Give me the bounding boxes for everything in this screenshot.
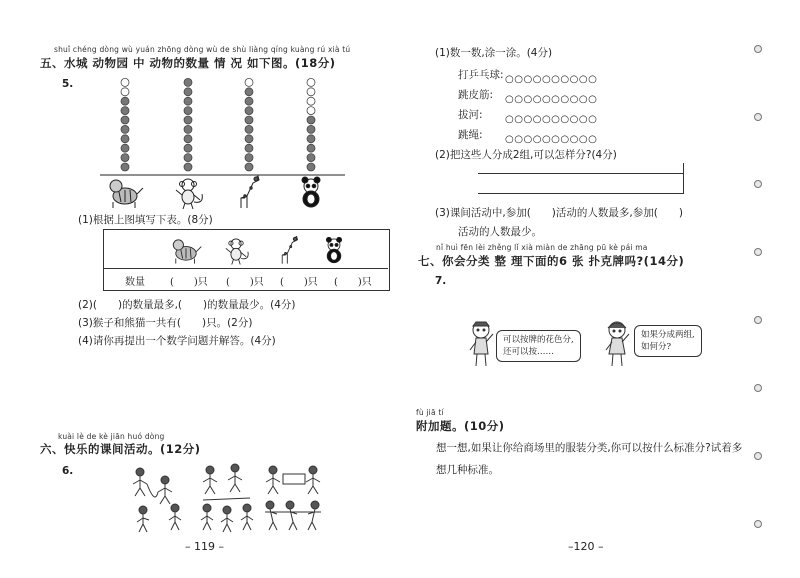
- tally-circle[interactable]: ○: [514, 114, 524, 125]
- q5-3-text: (3)猴子和熊猫一共有( )只。(2分): [78, 317, 253, 329]
- binding-hole: [754, 384, 762, 392]
- section6-pinyin: kuài lè de kè jiān huó dòng: [58, 432, 165, 441]
- pictograph-filled-circle: [121, 107, 129, 115]
- activity-label-jump-rope: 跳绳:: [458, 129, 483, 141]
- playground-activities-illustration: [125, 460, 325, 535]
- tally-circle[interactable]: ○: [578, 114, 589, 125]
- pictograph-filled-circle: [184, 125, 192, 133]
- bubble-right-line1: 如果分成两组,: [641, 330, 695, 340]
- q-most-least-line1: (3)课间活动中,参加( )活动的人数最多,参加( ): [435, 207, 683, 219]
- bubble-right-line2: 如何分?: [641, 342, 672, 352]
- bubble-left-line1: 可以按牌的花色分,: [503, 335, 574, 345]
- tally-circle[interactable]: ○: [560, 114, 570, 125]
- pictograph-filled-circle: [245, 135, 253, 143]
- pictograph-filled-circle: [121, 135, 129, 143]
- tiger-icon: [173, 240, 201, 264]
- tally-circle[interactable]: ○: [514, 134, 524, 145]
- tally-circle[interactable]: ○: [588, 114, 598, 125]
- q-most-least-line2: 活动的人数最少。: [458, 226, 542, 238]
- section5-pinyin: shuǐ chéng dòng wù yuán zhōng dòng wù de shù liàng qíng kuàng rú xià tú: [54, 45, 351, 54]
- pictograph-filled-circle: [245, 88, 253, 96]
- section6-title: 六、快乐的课间活动。(12分): [40, 442, 201, 456]
- tally-circle[interactable]: ○: [523, 94, 533, 105]
- tally-circle[interactable]: ○: [541, 74, 552, 85]
- q-count-text: (1)数一数,涂一涂。(4分): [435, 47, 553, 59]
- pictograph-filled-circle: [121, 144, 129, 152]
- tally-circle[interactable]: ○: [578, 134, 589, 145]
- binding-hole: [754, 316, 762, 324]
- tally-circle[interactable]: ○: [578, 74, 589, 85]
- tally-circle[interactable]: ○: [532, 114, 542, 125]
- monkey-icon: [226, 239, 248, 265]
- pictograph-filled-circle: [184, 135, 192, 143]
- bonus-text-line1: 想一想,如果让你给商场里的服装分类,你可以按什么标准分?试着多: [436, 442, 743, 454]
- tally-circle[interactable]: ○: [588, 134, 598, 145]
- pictograph-filled-circle: [121, 125, 129, 133]
- pictograph-empty-circle: [121, 78, 129, 86]
- giraffe-icon: [282, 236, 297, 263]
- tally-circle[interactable]: ○: [505, 114, 515, 125]
- animal-pictograph: [100, 72, 360, 212]
- tally-circle[interactable]: ○: [514, 74, 524, 85]
- binding-hole: [754, 180, 762, 188]
- pictograph-filled-circle: [184, 97, 192, 105]
- speech-bubble-left: [496, 330, 581, 362]
- tally-circle[interactable]: ○: [523, 134, 533, 145]
- tally-circle[interactable]: ○: [505, 134, 515, 145]
- pictograph-empty-circle: [245, 78, 253, 86]
- pictograph-filled-circle: [307, 154, 315, 162]
- tally-circle[interactable]: ○: [523, 74, 533, 85]
- pictograph-filled-circle: [121, 163, 129, 171]
- tally-circle[interactable]: ○: [560, 74, 570, 85]
- pictograph-filled-circle: [121, 97, 129, 105]
- question6-number: 6.: [62, 465, 74, 477]
- bonus-title: 附加题。(10分): [416, 419, 505, 433]
- pictograph-filled-circle: [245, 144, 253, 152]
- question7-number: 7.: [435, 275, 447, 287]
- boy-thinking-illustration: [466, 320, 496, 368]
- tiger-icon: [110, 180, 143, 208]
- activity-label-pingpong: 打乒乓球:: [458, 69, 504, 81]
- binding-hole: [754, 248, 762, 256]
- pictograph-filled-circle: [184, 78, 192, 86]
- pictograph-filled-circle: [184, 144, 192, 152]
- activity-label-rubber-band: 跳皮筋:: [458, 89, 494, 101]
- q-group-text: (2)把这些人分成2组,可以怎样分?(4分): [435, 149, 617, 161]
- pictograph-empty-circle: [307, 97, 315, 105]
- tally-circle[interactable]: ○: [532, 134, 542, 145]
- tally-circle[interactable]: ○: [569, 114, 579, 125]
- pictograph-filled-circle: [307, 116, 315, 124]
- pictograph-filled-circle: [184, 88, 192, 96]
- q5-1-text: (1)根据上图填写下表。(8分): [78, 214, 213, 226]
- activity-label-tug-of-war: 拔河:: [458, 109, 483, 121]
- pictograph-filled-circle: [307, 125, 315, 133]
- pictograph-filled-circle: [307, 135, 315, 143]
- pictograph-empty-circle: [307, 78, 315, 86]
- tally-circle[interactable]: ○: [551, 134, 561, 145]
- tally-circle[interactable]: ○: [551, 94, 561, 105]
- group-answer-line-1[interactable]: [478, 173, 683, 174]
- tally-circle[interactable]: ○: [505, 74, 515, 85]
- tally-circle[interactable]: ○: [505, 94, 515, 105]
- binding-hole: [754, 452, 762, 460]
- section7-title: 七、你会分类 整 理下面的6 张 扑克牌吗?(14分): [418, 254, 685, 268]
- tally-circle[interactable]: ○: [541, 94, 552, 105]
- speech-bubble-right: [634, 325, 702, 357]
- tally-circle[interactable]: ○: [551, 74, 561, 85]
- panda-icon: [302, 177, 320, 207]
- section5-title: 五、水城 动物园 中 动物的数量 情 况 如下图。(18分): [40, 56, 336, 70]
- pictograph-filled-circle: [245, 154, 253, 162]
- tally-circle[interactable]: ○: [569, 94, 579, 105]
- question5-number: 5.: [62, 78, 74, 90]
- pictograph-filled-circle: [245, 125, 253, 133]
- table-blank-monkey[interactable]: ( )只: [226, 277, 264, 288]
- giraffe-icon: [241, 176, 259, 208]
- tally-circle[interactable]: ○: [560, 94, 570, 105]
- right-page-number: –120 –: [568, 540, 604, 553]
- table-blank-giraffe[interactable]: ( )只: [280, 277, 318, 288]
- pictograph-filled-circle: [184, 154, 192, 162]
- tally-circle[interactable]: ○: [532, 74, 542, 85]
- tally-circle[interactable]: ○: [541, 134, 552, 145]
- tally-circle[interactable]: ○: [569, 74, 579, 85]
- bubble-left-line2: 还可以按……: [503, 347, 555, 357]
- pictograph-filled-circle: [121, 154, 129, 162]
- circles-tug-of-war[interactable]: [505, 107, 597, 126]
- circles-rubber-band[interactable]: [505, 87, 597, 106]
- binding-hole: [754, 113, 762, 121]
- table-animal-icons: [105, 230, 385, 268]
- bonus-pinyin: fù jiā tí: [416, 408, 444, 417]
- pictograph-empty-circle: [307, 88, 315, 96]
- binding-hole: [754, 520, 762, 528]
- tally-circle[interactable]: ○: [578, 94, 589, 105]
- group-answer-line-2[interactable]: [478, 193, 683, 194]
- tally-circle[interactable]: ○: [588, 74, 598, 85]
- pictograph-filled-circle: [245, 116, 253, 124]
- circles-pingpong[interactable]: [505, 67, 597, 86]
- tally-circle[interactable]: ○: [541, 114, 552, 125]
- pictograph-filled-circle: [245, 107, 253, 115]
- circles-jump-rope[interactable]: [505, 127, 597, 146]
- tally-circle[interactable]: ○: [532, 94, 542, 105]
- left-page-number: – 119 –: [185, 540, 224, 553]
- girl-thinking-illustration: [602, 320, 632, 368]
- bonus-text-line2: 想几种标准。: [436, 464, 499, 476]
- binding-hole: [754, 45, 762, 53]
- monkey-icon: [176, 179, 202, 209]
- table-row-label: 数量: [125, 277, 145, 288]
- pictograph-filled-circle: [307, 163, 315, 171]
- tally-circle[interactable]: ○: [588, 94, 598, 105]
- tally-circle[interactable]: ○: [523, 114, 533, 125]
- group-bracket: [683, 163, 684, 194]
- tally-circle[interactable]: ○: [551, 114, 561, 125]
- pictograph-filled-circle: [245, 97, 253, 105]
- pictograph-filled-circle: [184, 116, 192, 124]
- section7-pinyin: nǐ huì fēn lèi zhěng lǐ xià miàn de zhāng pū kè pái ma: [436, 243, 648, 252]
- pictograph-filled-circle: [121, 116, 129, 124]
- q5-2-text: (2)( )的数量最多,( )的数量最少。(4分): [78, 299, 296, 311]
- pictograph-filled-circle: [184, 107, 192, 115]
- table-divider: [103, 268, 388, 269]
- panda-icon: [326, 237, 341, 263]
- q5-4-text: (4)请你再提出一个数学问题并解答。(4分): [78, 335, 276, 347]
- pictograph-filled-circle: [245, 163, 253, 171]
- pictograph-empty-circle: [307, 107, 315, 115]
- tally-circle[interactable]: ○: [514, 94, 524, 105]
- pictograph-empty-circle: [121, 88, 129, 96]
- pictograph-filled-circle: [184, 163, 192, 171]
- table-blank-tiger[interactable]: ( )只: [170, 277, 208, 288]
- pictograph-filled-circle: [307, 144, 315, 152]
- tally-circle[interactable]: ○: [569, 134, 579, 145]
- tally-circle[interactable]: ○: [560, 134, 570, 145]
- table-blank-panda[interactable]: ( )只: [334, 277, 372, 288]
